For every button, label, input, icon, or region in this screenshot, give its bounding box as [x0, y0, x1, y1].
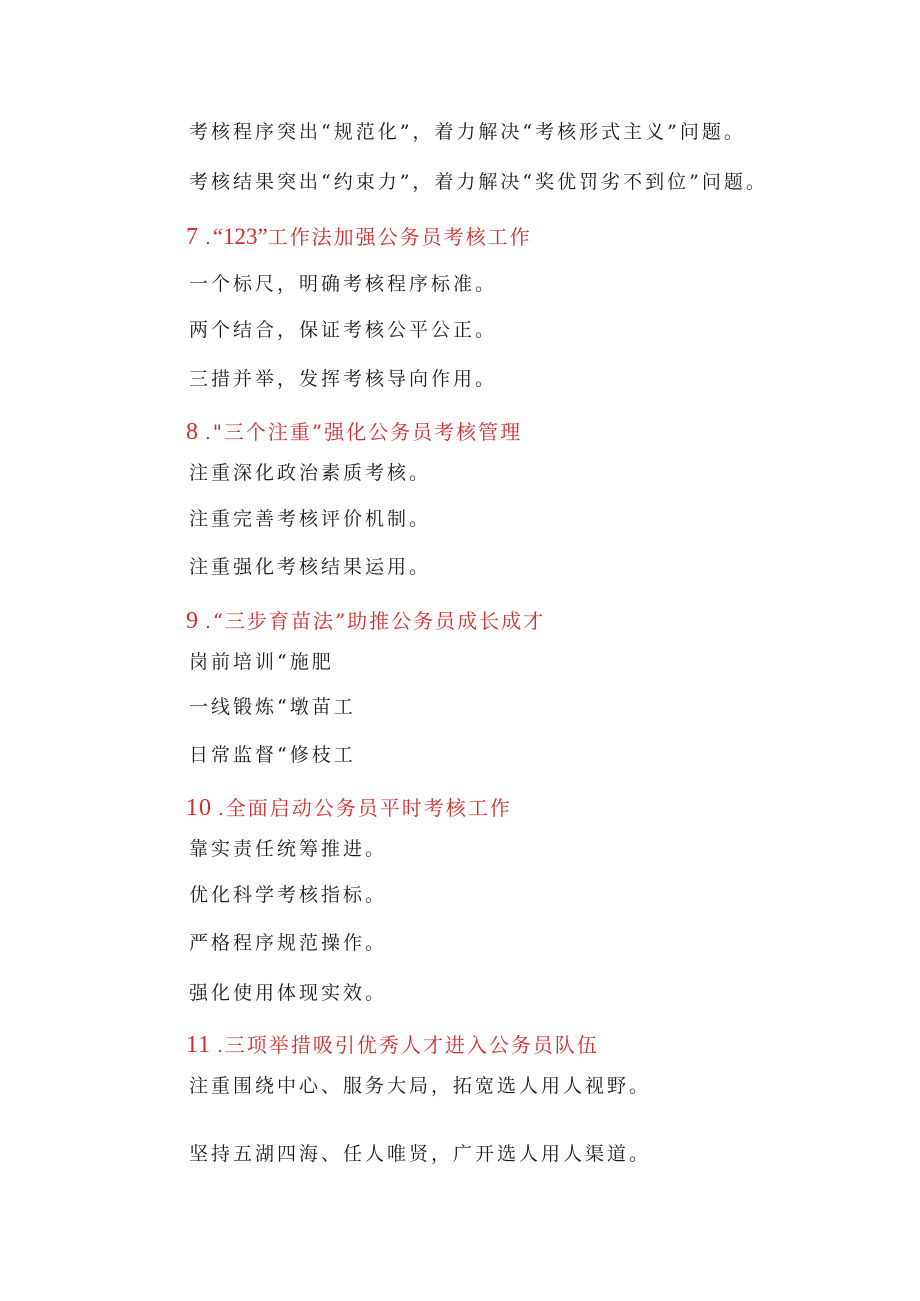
section-number: 11	[186, 1032, 212, 1058]
section-separator: .	[217, 1036, 225, 1057]
paragraph: 靠实责任统筹推进。	[189, 838, 388, 860]
section-heading-10	[186, 796, 512, 820]
section-title: “三步育苗法”助推公务员成长成才	[212, 609, 546, 633]
section-title: 全面启动公务员平时考核工作	[225, 796, 512, 820]
paragraph: 岗前培训“施肥	[189, 651, 334, 673]
section-title: 工作法加强公务员考核工作	[267, 225, 532, 249]
paragraph: 考核程序突出“规范化”，着力解决“考核形式主义”问题。	[189, 121, 746, 143]
section-title: "三个注重”强化公务员考核管理	[212, 420, 523, 444]
section-heading-8	[186, 420, 522, 444]
paragraph: 考核结果突出“约束力”，着力解决“奖优罚劣不到位”问题。	[189, 171, 768, 193]
section-heading-9	[186, 609, 545, 633]
paragraph: 注重完善考核评价机制。	[189, 508, 432, 530]
section-separator: .	[205, 612, 213, 633]
section-separator: .	[218, 799, 226, 820]
paragraph: 坚持五湖四海、任人唯贤，广开选人用人渠道。	[189, 1143, 652, 1165]
section-number: 8	[186, 419, 199, 445]
section-heading-7	[186, 225, 532, 249]
section-heading-11	[186, 1033, 599, 1057]
paragraph: 两个结合，保证考核公平公正。	[189, 319, 498, 341]
paragraph: 日常监督“修枝工	[189, 744, 356, 766]
paragraph: 注重强化考核结果运用。	[189, 556, 432, 578]
paragraph: 强化使用体现实效。	[189, 982, 388, 1004]
section-separator: .	[205, 228, 213, 249]
section-number: 10	[186, 795, 212, 821]
paragraph: 一线锻炼“墩苗工	[189, 696, 356, 718]
section-quoted-number: “123”	[212, 224, 268, 249]
section-number: 9	[186, 608, 199, 634]
section-separator: .	[205, 423, 213, 444]
paragraph: 优化科学考核指标。	[189, 884, 388, 906]
paragraph: 三措并举，发挥考核导向作用。	[189, 368, 498, 390]
section-title: 三项举措吸引优秀人才进入公务员队伍	[224, 1033, 599, 1057]
paragraph: 注重围绕中心、服务大局，拓宽选人用人视野。	[189, 1075, 652, 1097]
section-number: 7	[186, 224, 199, 250]
paragraph: 严格程序规范操作。	[189, 932, 388, 954]
paragraph: 一个标尺，明确考核程序标准。	[189, 273, 498, 295]
paragraph: 注重深化政治素质考核。	[189, 462, 432, 484]
